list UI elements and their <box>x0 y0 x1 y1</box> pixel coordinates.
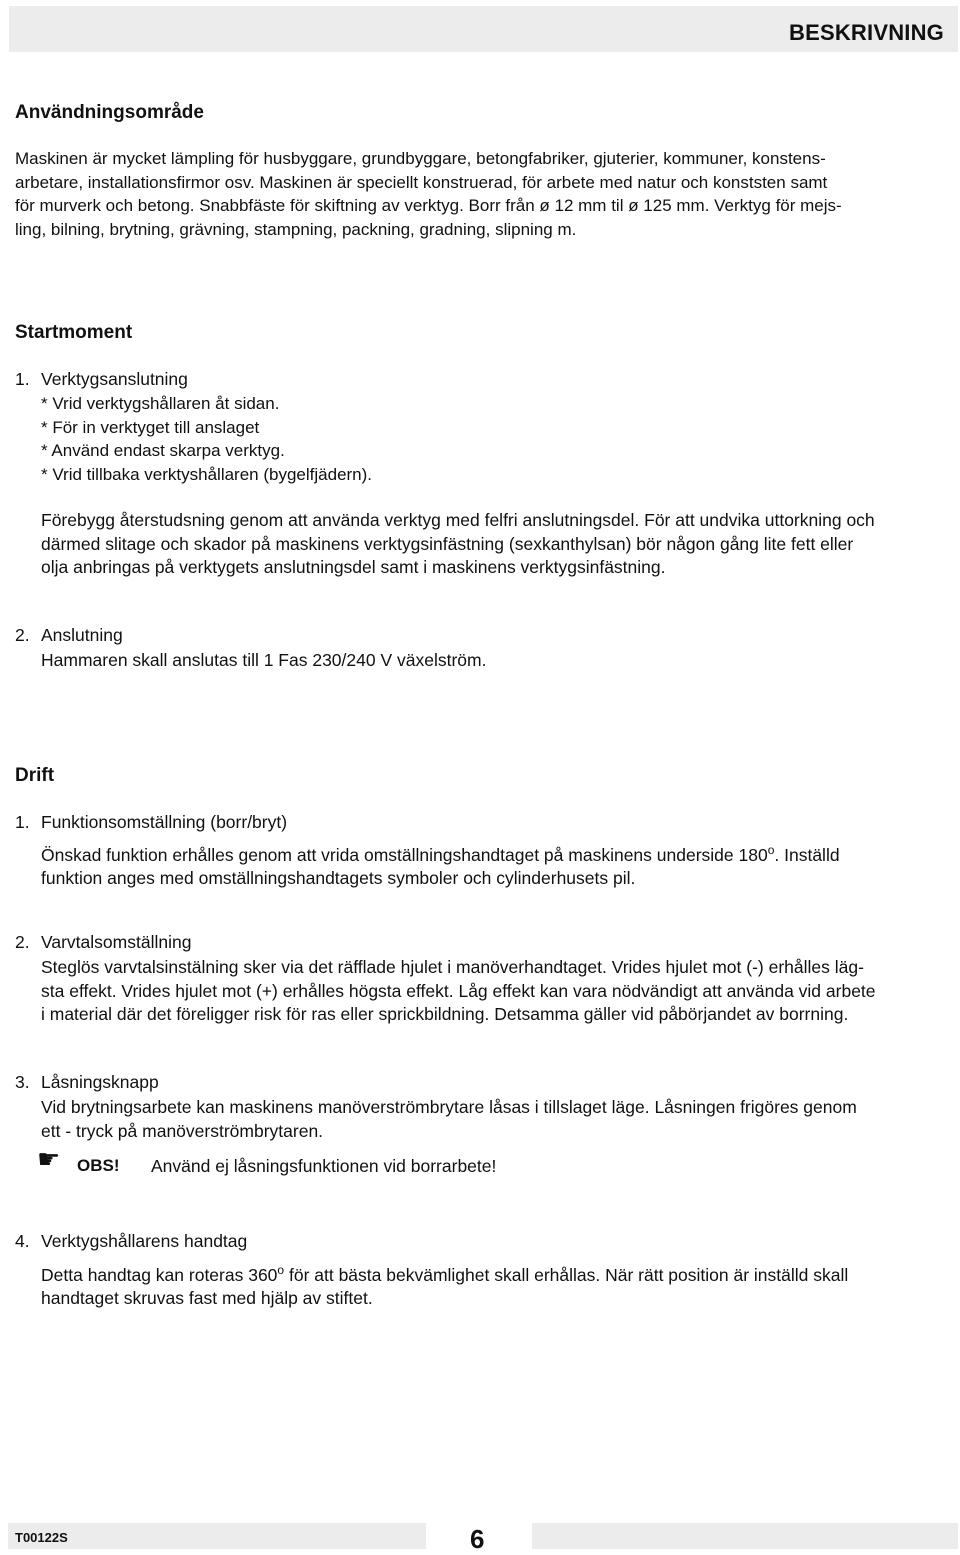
text-span: Detta handtag kan roteras 360 <box>41 1264 278 1285</box>
usage-line: Maskinen är mycket lämpling för husbyggare, grundbyggare, betongfabriker, gjuterier, kommuner, konstens- <box>15 149 826 168</box>
drift-item4-line <box>41 1259 951 1287</box>
drift-item1-line <box>41 839 951 867</box>
drift-item3-line: ett - tryck på manöverströmbrytaren. <box>41 1120 324 1141</box>
document-code: T00122S <box>15 1530 68 1545</box>
bullet-item: * Använd endast skarpa verktyg. <box>41 441 285 460</box>
note-line: olja anbringas på verktygets anslutningsdel samt i maskinens verktygsinfästning. <box>41 557 666 577</box>
drift-item2-title: Varvtalsomställning <box>41 932 192 952</box>
degree-sup: o <box>767 843 775 857</box>
start-item1-note <box>41 509 951 580</box>
drift-item4-text <box>41 1259 951 1311</box>
start-item2-text: Hammaren skall anslutas till 1 Fas 230/240 V växelström. <box>41 650 487 670</box>
drift-item2-line: i material där det föreligger risk för ras eller sprickbildning. Detsamma gäller vid påbörjandet av borrning. <box>41 1004 849 1024</box>
drift-item4-number: 4. <box>15 1231 30 1251</box>
drift-item4-line: handtaget skruvas fast med hjälp av stiftet. <box>41 1288 373 1309</box>
drift-heading: Drift <box>15 765 55 786</box>
note-line: därmed slitage och skador på maskinens verktygsinfästning (sexkanthylsan) bör någon gång lite fett eller <box>41 533 854 554</box>
start-heading: Startmoment <box>15 322 133 343</box>
drift-item2-number: 2. <box>15 932 30 952</box>
start-item1-title: Verktygsanslutning <box>41 369 188 389</box>
header-bar <box>9 6 958 52</box>
drift-item3-title: Låsningsknapp <box>41 1072 159 1092</box>
usage-line: ling, bilning, brytning, grävning, stampning, packning, gradning, slipning m. <box>15 219 577 239</box>
start-item2-number: 2. <box>15 625 30 645</box>
obs-label: OBS! <box>77 1156 120 1175</box>
drift-item1-title: Funktionsomställning (borr/bryt) <box>41 812 288 832</box>
footer-bar-left <box>8 1523 426 1549</box>
start-item2-title: Anslutning <box>41 625 123 645</box>
usage-paragraph <box>15 147 947 241</box>
drift-item4-title: Verktygshållarens handtag <box>41 1231 248 1251</box>
obs-text: Använd ej låsningsfunktionen vid borrarbete! <box>151 1156 497 1176</box>
usage-line: arbetare, installationsfirmor osv. Maskinen är speciellt konstruerad, för arbete med natur och konststen samt <box>15 172 828 192</box>
drift-item2-line: Steglös varvtalsinstälning sker via det räfflade hjulet i manöverhandtaget. Vrides hjulet mot (-) erhålles läg- <box>41 957 864 977</box>
page-title: BESKRIVNING <box>789 20 944 45</box>
drift-item3-line: Vid brytningsarbete kan maskinens manöverströmbrytare låsas i tillslaget läge. Låsningen frigöres genom <box>41 1097 857 1117</box>
footer-bar-right <box>532 1523 958 1549</box>
start-item1-bullets <box>41 392 372 486</box>
drift-item3-text <box>41 1096 951 1143</box>
drift-item2-text <box>41 956 951 1027</box>
text-span: Önskad funktion erhålles genom att vrida omställningshandtaget på maskinens underside 180 <box>41 844 768 865</box>
text-span: . Inställd <box>774 844 840 865</box>
note-line: Förebygg återstudsning genom att använda verktyg med felfri anslutningsdel. För att undvika uttorkning och <box>41 510 875 530</box>
usage-line: för murverk och betong. Snabbfäste för skiftning av verktyg. Borr från ø 12 mm til ø 125 mm. Verktyg för mejs- <box>15 196 842 215</box>
pointing-hand-icon: ☛ <box>37 1144 61 1174</box>
drift-item1-number: 1. <box>15 812 30 832</box>
degree-sup: o <box>277 1263 285 1277</box>
drift-item3-number: 3. <box>15 1072 30 1092</box>
text-span: för att bästa bekvämlighet skall erhållas. När rätt position är inställd skall <box>284 1264 849 1285</box>
page-number: 6 <box>470 1524 485 1554</box>
start-item1-number: 1. <box>15 369 30 389</box>
bullet-item: * Vrid tillbaka verktyshållaren (bygelfjädern). <box>41 464 373 484</box>
usage-heading: Användningsområde <box>15 102 204 123</box>
bullet-item: * För in verktyget till anslaget <box>41 417 260 437</box>
drift-item1-text <box>41 839 951 891</box>
bullet-item: * Vrid verktygshållaren åt sidan. <box>41 394 280 413</box>
drift-item2-line: sta effekt. Vrides hjulet mot (+) erhålles högsta effekt. Låg effekt kan vara nödvändigt att använda vid arbete <box>41 980 876 1001</box>
drift-item1-line: funktion anges med omställningshandtagets symboler och cylinderhusets pil. <box>41 868 636 889</box>
